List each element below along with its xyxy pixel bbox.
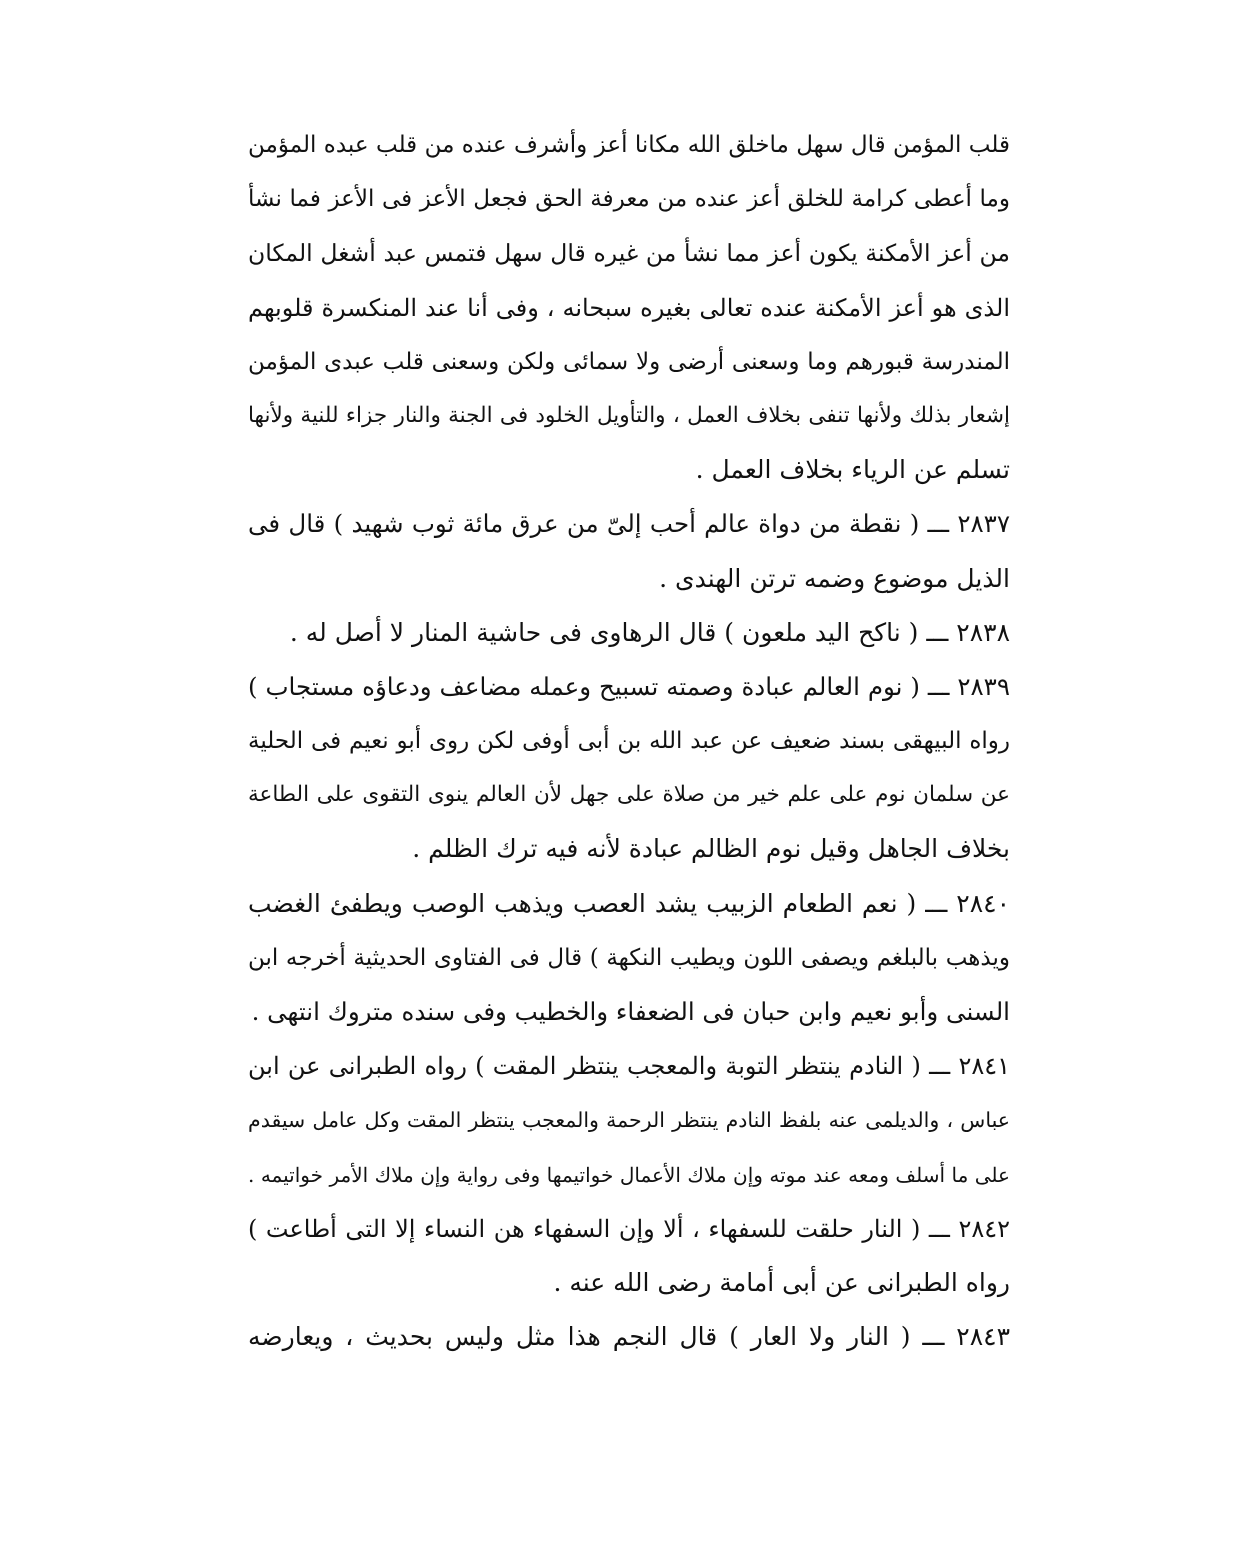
text-line: السنى وأبو نعيم وابن حبان فى الضعفاء والخطيب وفى سنده متروك انتهى . xyxy=(251,997,1010,1026)
entry-2838-line: ٢٨٣٨ ـــ ( ناكح اليد ملعون ) قال الرهاوى فى حاشية المنار لا أصل له . xyxy=(289,617,1010,647)
entry-2843-line: ٢٨٤٣ ـــ ( النار ولا العار ) قال النجم هذا مثل وليس بحديث ، ويعارضه xyxy=(248,1322,1010,1352)
text-line: وما أعطى كرامة للخلق أعز عنده من معرفة الحق فجعل الأعز فى الأعز فما نشأ xyxy=(248,186,1010,213)
entry-2839-line: ٢٨٣٩ ـــ ( نوم العالم عبادة وصمته تسبيح وعمله مضاعف ودعاؤه مستجاب ) xyxy=(248,671,1010,701)
text-line: الذى هو أعز الأمكنة عنده تعالى بغيره سبحانه ، وفى أنا عند المنكسرة قلوبهم xyxy=(248,293,1010,322)
text-line: الذيل موضوع وضمه ترتن الهندى . xyxy=(659,563,1010,593)
entry-2841-line: ٢٨٤١ ـــ ( النادم ينتظر التوبة والمعجب ينتظر المقت ) رواه الطبرانى عن ابن xyxy=(248,1052,1010,1081)
text-line: ويذهب بالبلغم ويصفى اللون ويطيب النكهة ) قال فى الفتاوى الحديثية أخرجه ابن xyxy=(248,944,1010,971)
entry-2840-line: ٢٨٤٠ ـــ ( نعم الطعام الزبيب يشد العصب ويذهب الوصب ويطفئ الغضب xyxy=(248,888,1010,918)
arabic-text-body xyxy=(248,118,1010,1364)
entry-2842-line: ٢٨٤٢ ـــ ( النار حلقت للسفهاء ، ألا وإن السفهاء هن النساء إلا التى أطاعت ) xyxy=(248,1214,1010,1243)
text-line: على ما أسلف ومعه عند موته وإن ملاك الأعمال خواتيمها وفى رواية وإن ملاك الأمر خواتيمه . xyxy=(248,1162,1010,1187)
text-line: رواه الطبرانى عن أبى أمامة رضى الله عنه . xyxy=(553,1267,1010,1297)
text-line: إشعار بذلك ولأنها تنفى بخلاف العمل ، والتأويل الخلود فى الجنة والنار جزاء للنية ولأنها xyxy=(248,402,1010,428)
text-line: من أعز الأمكنة يكون أعز مما نشأ من غيره قال سهل فتمس عبد أشغل المكان xyxy=(248,239,1010,268)
text-line: المندرسة قبورهم وما وسعنى أرضى ولا سمائى ولكن وسعنى قلب عبدى المؤمن xyxy=(248,348,1010,375)
text-line: قلب المؤمن قال سهل ماخلق الله مكانا أعز وأشرف عنده من قلب عبده المؤمن xyxy=(248,132,1010,158)
entry-2837-line: ٢٨٣٧ ـــ ( نقطة من دواة عالم أحب إلىّ من عرق مائة ثوب شهيد ) قال فى xyxy=(248,509,1010,539)
text-line: عباس ، والديلمى عنه بلفظ النادم ينتظر الرحمة والمعجب ينتظر المقت وكل عامل سيقدم xyxy=(248,1108,1010,1133)
text-line: بخلاف الجاهل وقيل نوم الظالم عبادة لأنه فيه ترك الظلم . xyxy=(412,834,1010,864)
text-line: عن سلمان نوم على علم خير من صلاة على جهل لأن العالم ينوى التقوى على الطاعة xyxy=(248,782,1010,808)
text-line: تسلم عن الرياء بخلاف العمل . xyxy=(695,455,1010,485)
text-line: رواه البيهقى بسند ضعيف عن عبد الله بن أبى أوفى لكن روى أبو نعيم فى الحلية xyxy=(248,728,1010,755)
